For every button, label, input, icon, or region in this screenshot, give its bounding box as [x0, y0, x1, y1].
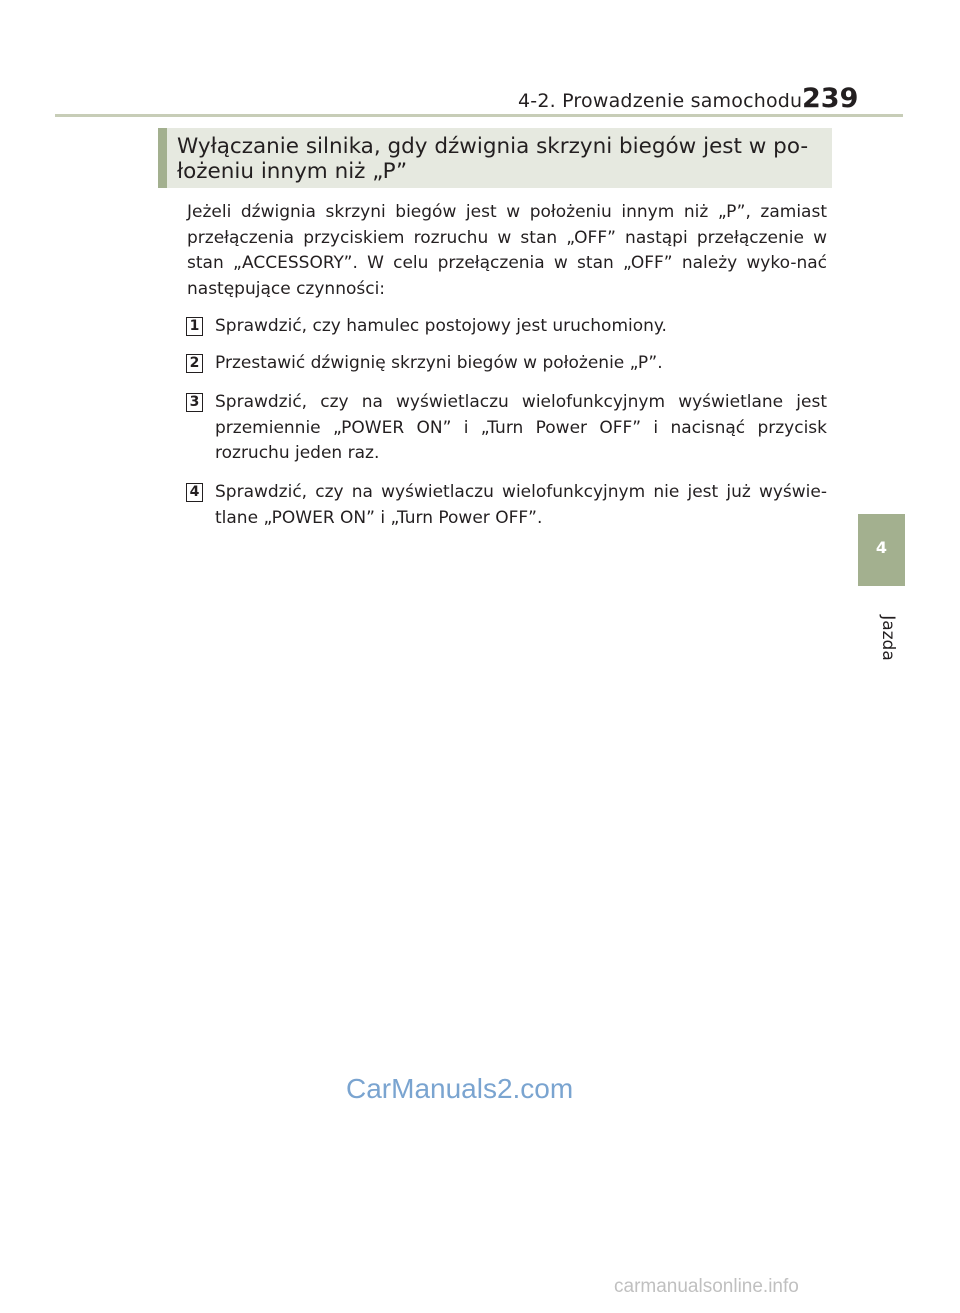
- chapter-label: [858, 604, 905, 664]
- chapter-number: 4: [875, 538, 888, 557]
- step-number-badge: 3: [186, 393, 203, 412]
- chapter-label-text: Jazda: [878, 615, 898, 661]
- step-number-badge: 4: [186, 483, 203, 502]
- step-text: Sprawdzić, czy hamulec postojowy jest uruchomiony.: [215, 316, 667, 336]
- chapter-tab: [858, 514, 905, 586]
- page-header: [496, 83, 859, 114]
- header-divider: [55, 114, 903, 117]
- step-text: Sprawdzić, czy na wyświetlaczu wielofunkcyjnym nie jest już wyświe-tlane „POWER ON” i „Turn Power OFF”.: [215, 482, 827, 528]
- footer-watermark: carmanualsonline.info: [614, 1276, 799, 1297]
- section-reference: 4-2. Prowadzenie samochodu: [518, 90, 803, 112]
- step-number-badge: 1: [186, 317, 203, 336]
- step-text: Sprawdzić, czy na wyświetlaczu wielofunkcyjnym wyświetlane jest przemiennie „POWER ON” i „Turn Power OFF” i nacisnąć przycisk rozruchu jeden raz.: [215, 392, 827, 463]
- section-title: Wyłączanie silnika, gdy dźwignia skrzyni biegów jest w po-łożeniu innym niż „P”: [177, 134, 809, 184]
- intro-paragraph: Jeżeli dźwignia skrzyni biegów jest w położeniu innym niż „P”, zamiast przełączenia przyciskiem rozruchu w stan „OFF” nastąpi przełączenie w stan „ACCESSORY”. W celu przełączenia w stan „OFF” należy wyko-nać następujące czynności:: [187, 202, 827, 299]
- center-watermark: CarManuals2.com: [346, 1073, 574, 1104]
- step-text: Przestawić dźwignię skrzyni biegów w położenie „P”.: [215, 353, 663, 373]
- page-number: 239: [802, 83, 859, 114]
- section-title-box: [158, 128, 832, 188]
- step-number-badge: 2: [186, 354, 203, 373]
